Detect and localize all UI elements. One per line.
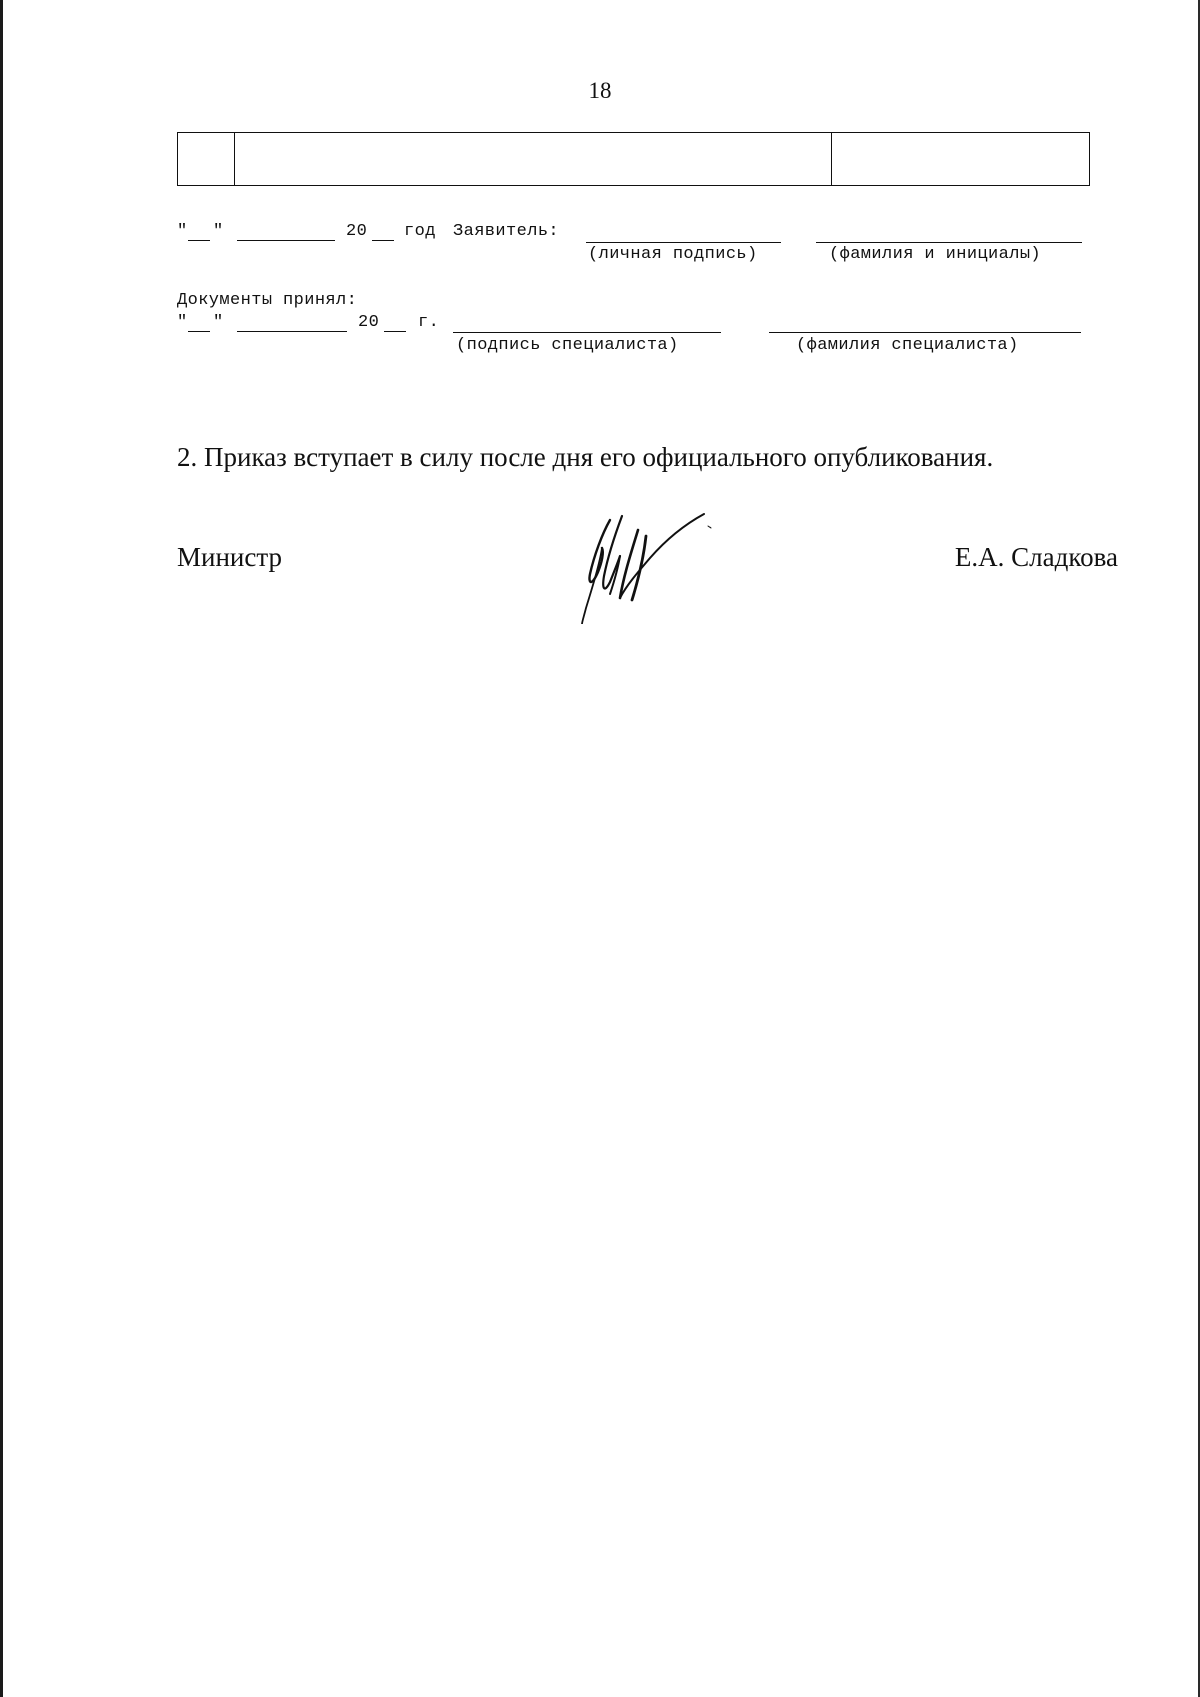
accepted-year-blank-line bbox=[384, 331, 406, 332]
accepted-month-blank-line bbox=[237, 331, 347, 332]
specialist-name-line bbox=[769, 332, 1081, 333]
form-table-row bbox=[177, 132, 1090, 186]
signatory-title: Министр bbox=[177, 542, 282, 572]
year-blank-line bbox=[372, 240, 394, 241]
date-quote-close: " bbox=[213, 222, 224, 241]
date-quote-open: " bbox=[177, 222, 188, 241]
applicant-label: Заявитель: bbox=[453, 222, 560, 241]
year-prefix: 20 bbox=[346, 222, 368, 241]
scan-left-edge bbox=[0, 0, 3, 1697]
page-number: 18 bbox=[588, 78, 612, 103]
accepted-day-blank-line bbox=[188, 331, 210, 332]
signatory-name: Е.А. Сладкова bbox=[954, 542, 1118, 572]
specialist-signature-line bbox=[453, 332, 721, 333]
specialist-signature-caption: (подпись специалиста) bbox=[456, 336, 679, 355]
day-blank-line bbox=[188, 240, 210, 241]
accepted-year-prefix: 20 bbox=[358, 313, 380, 332]
year-abbrev: г. bbox=[418, 313, 440, 332]
accepted-date-quote-close: " bbox=[213, 313, 224, 332]
applicant-name-line bbox=[816, 242, 1082, 243]
surname-initials-caption: (фамилия и инициалы) bbox=[829, 245, 1042, 264]
handwritten-signature bbox=[580, 512, 730, 624]
table-cell-number bbox=[178, 133, 235, 185]
applicant-signature-line bbox=[586, 242, 781, 243]
documents-accepted-label: Документы принял: bbox=[177, 291, 358, 310]
table-cell-document bbox=[235, 133, 832, 185]
clause-2-text: 2. Приказ вступает в силу после дня его официального опубликования. bbox=[177, 442, 994, 472]
personal-signature-caption: (личная подпись) bbox=[588, 245, 758, 264]
table-cell-quantity bbox=[832, 133, 1089, 185]
year-word: год bbox=[404, 222, 436, 241]
specialist-surname-caption: (фамилия специалиста) bbox=[796, 336, 1019, 355]
accepted-date-quote-open: " bbox=[177, 313, 188, 332]
month-blank-line bbox=[237, 240, 335, 241]
